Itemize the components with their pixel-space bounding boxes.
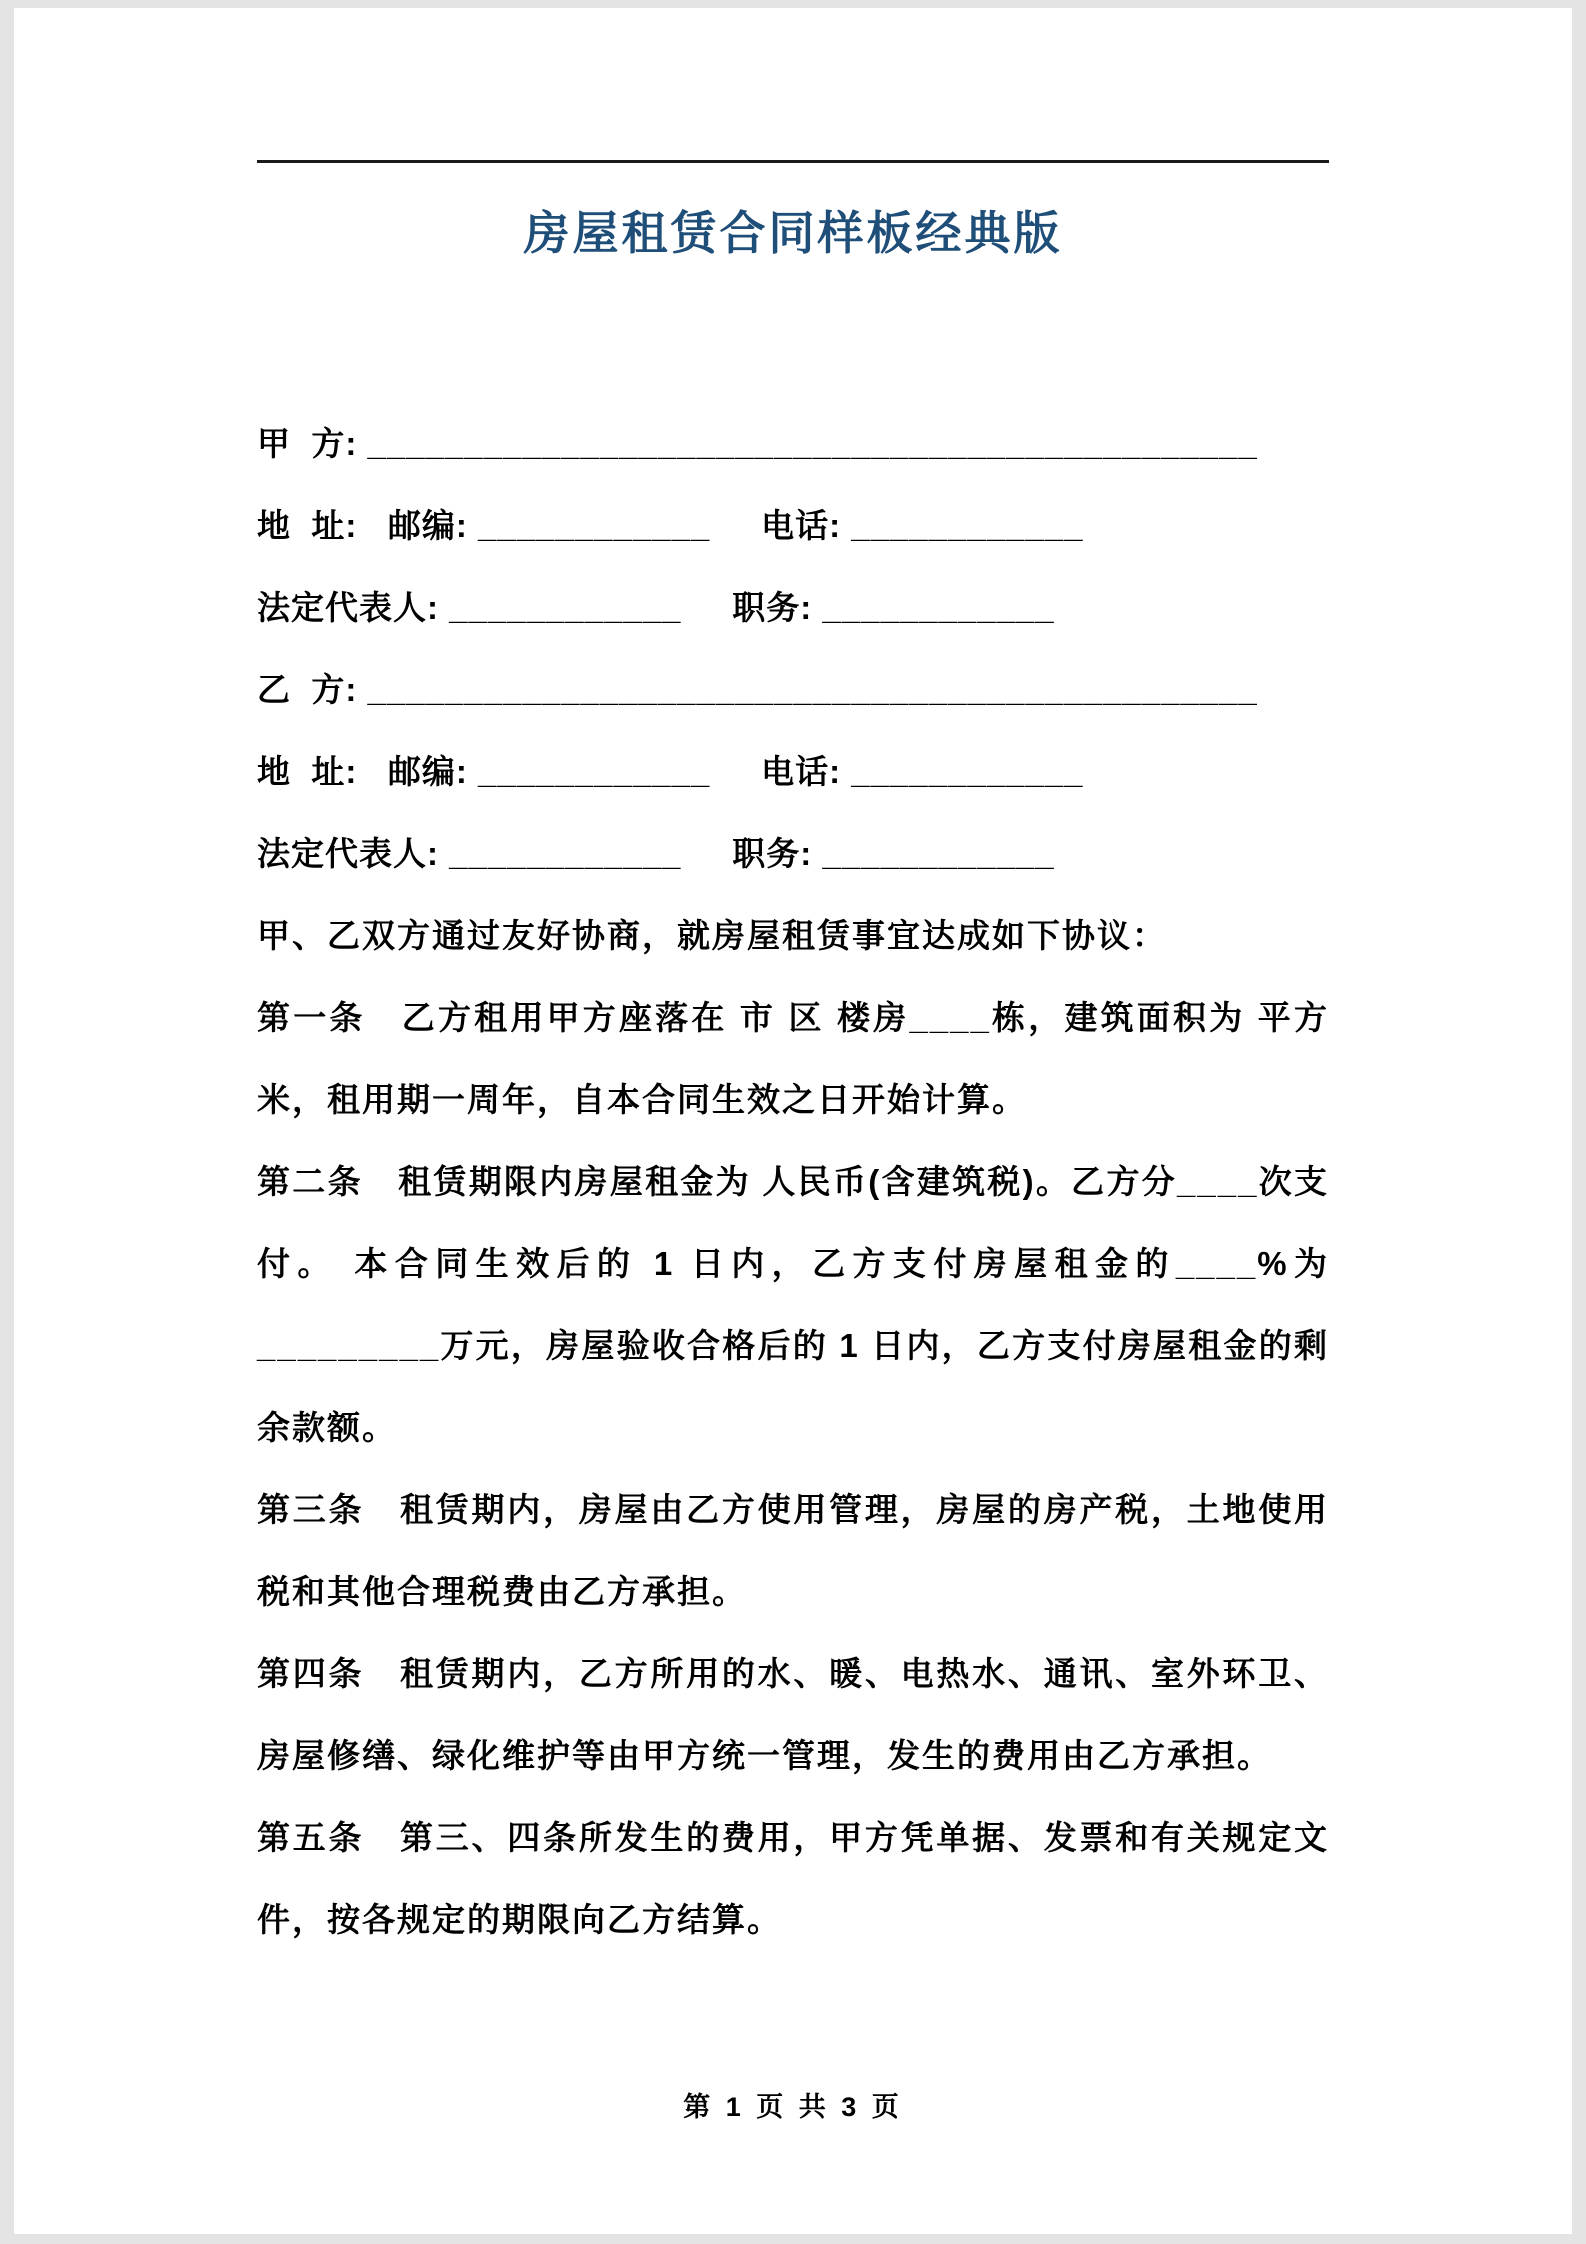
party-info-block [257,403,1329,895]
document-title: 房屋租赁合同样板经典版 [523,207,1063,259]
clause-5-paragraph: 第五条 第三、四条所发生的费用，甲方凭单据、发票和有关规定文件，按各规定的期限向乙方结算。 [257,1819,1329,1938]
party-a-name-line: 甲 方: ______________________________________________ [257,425,1258,462]
party-b-representative-line: 法定代表人: ____________ 职务: ____________ [257,835,1055,872]
clause-3-paragraph: 第三条 租赁期内，房屋由乙方使用管理，房屋的房产税，土地使用税和其他合理税费由乙方承担。 [257,1491,1329,1610]
preamble-paragraph: 甲、乙双方通过友好协商，就房屋租赁事宜达成如下协议： [257,917,1167,954]
party-a-representative-line: 法定代表人: ____________ 职务: ____________ [257,589,1055,626]
header-divider-line [257,160,1329,163]
clause-2-paragraph: 第二条 租赁期限内房屋租金为 人民币(含建筑税)。乙方分____次支付。 本合同生效后的 1 日内，乙方支付房屋租金的____%为_________万元，房屋验收合格后的 1 日内，乙方支付房屋租金的剩余款额。 [257,1163,1329,1446]
party-b-name-line: 乙 方: ______________________________________________ [257,671,1258,708]
clause-1-paragraph: 第一条 乙方租用甲方座落在 市 区 楼房____栋，建筑面积为 平方米，租用期一周年，自本合同生效之日开始计算。 [257,999,1329,1118]
page-content [14,8,1572,1961]
page-number-footer: 第 1 页 共 3 页 [683,2092,903,2122]
contract-clauses-block [257,895,1329,1961]
contract-page [14,8,1572,2234]
clause-4-paragraph: 第四条 租赁期内，乙方所用的水、暖、电热水、通讯、室外环卫、房屋修缮、绿化维护等由甲方统一管理，发生的费用由乙方承担。 [257,1655,1329,1774]
party-b-address-line: 地 址: 邮编: ____________ 电话: ____________ [257,753,1084,790]
party-a-address-line: 地 址: 邮编: ____________ 电话: ____________ [257,507,1084,544]
